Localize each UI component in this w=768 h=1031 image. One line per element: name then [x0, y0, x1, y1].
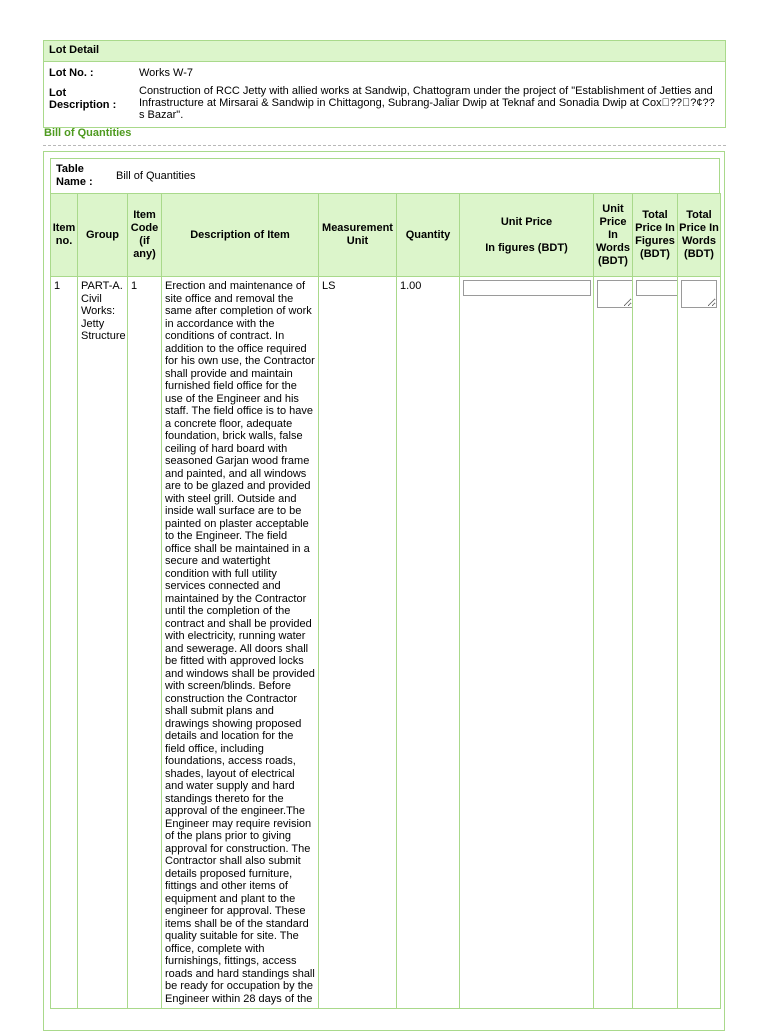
col-header-unit-price-words: Unit Price In Words (BDT) [594, 194, 633, 277]
cell-group: PART-A. Civil Works: Jetty Structure [78, 277, 128, 1009]
lot-description-label: Lot Description : [49, 87, 117, 111]
lot-detail-heading: Lot Detail [44, 41, 726, 62]
section-divider [43, 145, 726, 146]
col-header-description: Description of Item [162, 194, 319, 277]
boq-table [50, 193, 721, 1009]
col-header-item-code: Item Code (if any) [128, 194, 162, 277]
col-header-group: Group [78, 194, 128, 277]
lot-detail-table [43, 40, 726, 128]
boq-inner [50, 158, 720, 1031]
unit-price-words-input[interactable] [597, 280, 633, 308]
cell-measurement-unit: LS [319, 277, 397, 1009]
table-name-label: Table Name : [56, 163, 93, 188]
lot-no-value: Works W-7 [139, 67, 193, 79]
table-name-value: Bill of Quantities [116, 169, 196, 182]
unit-price-subtitle: In figures (BDT) [485, 241, 568, 254]
col-header-measurement-unit: Measurement Unit [319, 194, 397, 277]
lot-no-label: Lot No. : [49, 67, 94, 79]
cell-quantity: 1.00 [397, 277, 460, 1009]
col-header-total-price-words: Total Price In Words (BDT) [678, 194, 721, 277]
table-name-bar [50, 158, 720, 193]
col-header-unit-price [460, 194, 594, 277]
unit-price-input[interactable] [463, 280, 591, 296]
lot-description-value: Construction of RCC Jetty with allied works at Sandwip, Chattogram under the project of "Establishment of Jetties and Infrastructure at Mirsarai & Sandwip in Chittagong, Subrang-Jaliar Dwip at Teknaf and Sonadia Dwip at Cox ?? ?¢??s Bazar". [139, 85, 715, 121]
cell-description: Erection and maintenance of site office and removal the same after completion of work in accordance with the conditions of contract. In addition to the office required for his own use, the Contractor shall provide and maintain furnished field office for the use of the Engineer and his staff. The field office is to have a concrete floor, adequate foundation, brick walls, false ceiling of hard board with seasoned Garjan wood frame and painted, and all windows are to be glazed and provided with steel grill. Outside and inside wall surface are to be painted on plaster acceptable to the Engineer. The field office shall be maintained in a secure and watertight condition with full utility services connected and maintained by the Contractor until the completion of the contract and shall be provided with electricity, running water and sewerage. All doors shall be fitted with approved locks and windows shall be provided with screen/blinds. Before construction the Contractor shall submit plans and drawings showing proposed details and location for the field office, including foundations, access roads, shades, layout of electrical and water supply and hard standings thereto for the approval of the engineer.The Engineer may require revision of the plans prior to giving approval for construction. The Contractor shall also submit details proposed furniture, fittings and other items of equipment and plant to the engineer for approval. These items shall be of the standard quality suitable for site. The office, complete with furnishings, fittings, access roads and hard standings shall be ready for occupation by the Engineer within 28 days of the [162, 277, 319, 1009]
cell-unit-price-words [594, 277, 633, 1009]
table-row [51, 277, 721, 1009]
col-header-total-price-figures: Total Price In Figures (BDT) [633, 194, 678, 277]
cell-total-price-words [678, 277, 721, 1009]
cell-unit-price [460, 277, 594, 1009]
cell-item-no: 1 [51, 277, 78, 1009]
col-header-quantity: Quantity [397, 194, 460, 277]
cell-item-code: 1 [128, 277, 162, 1009]
boq-container [43, 151, 725, 1031]
cell-total-price-figures [633, 277, 678, 1009]
col-header-item-no: Item no. [51, 194, 78, 277]
section-title-bill-of-quantities: Bill of Quantities [44, 127, 132, 139]
unit-price-title: Unit Price [500, 215, 553, 228]
unit-price-spacer [461, 229, 592, 242]
total-price-words-input[interactable] [681, 280, 717, 308]
total-price-figures-input[interactable] [636, 280, 678, 296]
